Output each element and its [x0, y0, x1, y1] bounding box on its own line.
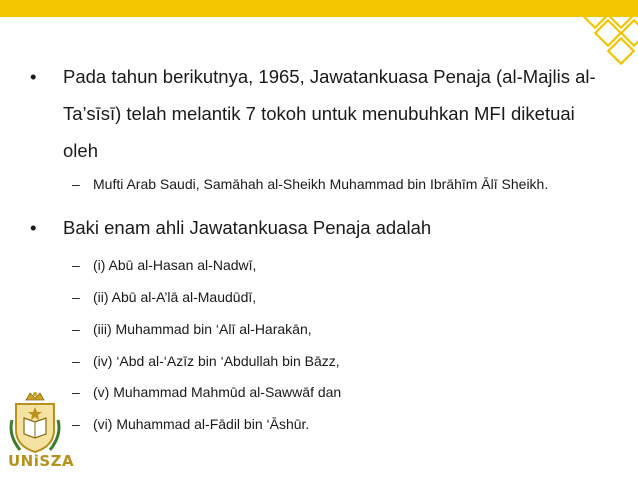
- dash-icon: –: [72, 176, 80, 192]
- dash-icon: –: [72, 257, 80, 273]
- bullet-2-text: Baki enam ahli Jawatankuasa Penaja adalah: [63, 217, 432, 238]
- bullet-1-line-1: Pada tahun berikutnya, 1965, Jawatankuasa Penaja (al-Majlis al-: [63, 66, 596, 87]
- bullet-1-line-2: Ta’sīsī) telah melantik 7 tokoh untuk menubuhkan MFI diketuai: [63, 103, 575, 124]
- bullet-1-line-3: oleh: [63, 140, 98, 161]
- bullet-icon: •: [30, 217, 37, 238]
- bullet-icon: •: [30, 66, 37, 87]
- sub-item-text: Mufti Arab Saudi, Samāhah al-Sheikh Muhammad bin Ibrāhīm Ālī Sheikh.: [93, 176, 549, 192]
- dash-icon: –: [72, 384, 80, 400]
- dash-icon: –: [72, 321, 80, 337]
- dash-icon: –: [72, 416, 80, 432]
- list-item-text: (iv) ‘Abd al-‘Azīz bin ‘Abdullah bin Bāzz,: [93, 353, 340, 369]
- list-item-text: (i) Abū al-Hasan al-Nadwī,: [93, 257, 257, 273]
- list-item-text: (vi) Muhammad al-Fādil bin ‘Āshūr.: [93, 416, 310, 432]
- list-item-text: (v) Muhammad Mahmūd al-Sawwāf dan: [93, 384, 342, 400]
- list-item-text: (ii) Abū al-A’lā al-Maudūdī,: [93, 289, 257, 305]
- dash-icon: –: [72, 289, 80, 305]
- list-item-text: (iii) Muhammad bin ‘Alī al-Harakān,: [93, 321, 312, 337]
- unisza-logo-text: UNiSZA: [8, 452, 75, 470]
- dash-icon: –: [72, 353, 80, 369]
